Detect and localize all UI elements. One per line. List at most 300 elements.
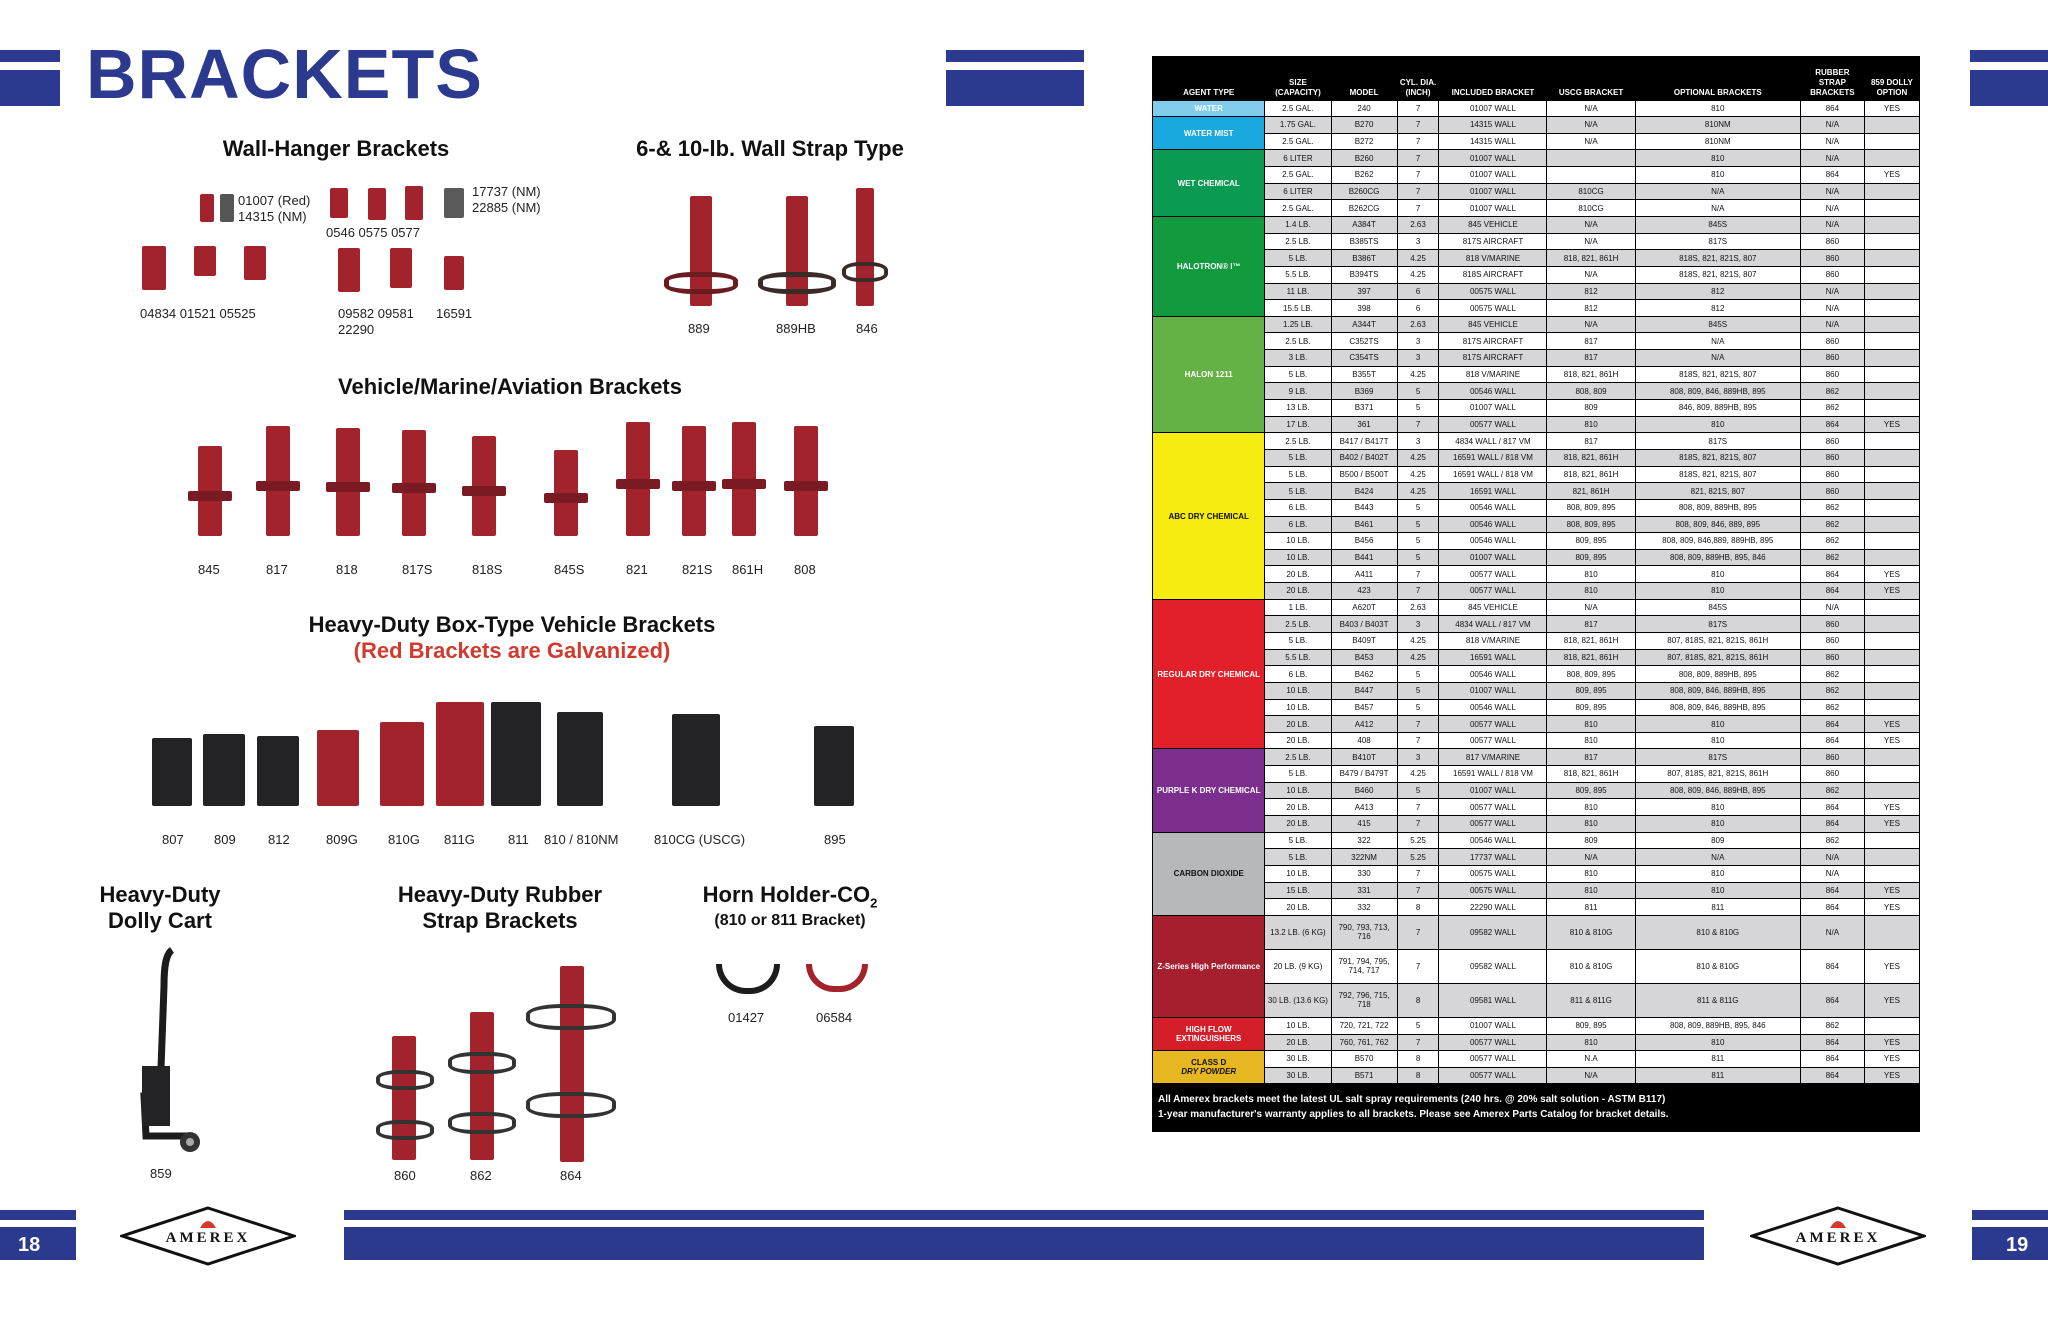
- table-cell: A412: [1331, 716, 1397, 733]
- amerex-logo: [1750, 1206, 1926, 1266]
- label: 810G: [388, 832, 420, 847]
- table-cell: 790, 793, 713, 716: [1331, 915, 1397, 949]
- table-cell: A344T: [1331, 316, 1397, 333]
- table-cell: 809, 895: [1547, 682, 1635, 699]
- table-cell: YES: [1864, 1067, 1919, 1084]
- table-header-row: [1153, 56, 1920, 100]
- table-cell: YES: [1864, 899, 1919, 916]
- table-cell: 817S AIRCRAFT: [1439, 233, 1547, 250]
- table-cell: N/A: [1547, 316, 1635, 333]
- table-cell: 864: [1800, 949, 1864, 983]
- table-cell: 01007 WALL: [1439, 782, 1547, 799]
- table-cell: B410T: [1331, 749, 1397, 766]
- table-row: [1153, 616, 1920, 633]
- table-cell: 5 LB.: [1265, 849, 1331, 866]
- table-cell: YES: [1864, 949, 1919, 983]
- table-cell: B456: [1331, 533, 1397, 550]
- table-cell: 240: [1331, 100, 1397, 117]
- table-cell: N/A: [1800, 117, 1864, 134]
- table-cell: N.A: [1547, 1051, 1635, 1068]
- agent-type-cell: [1153, 216, 1265, 316]
- table-cell: B500 / B500T: [1331, 466, 1397, 483]
- table-cell: 5 LB.: [1265, 250, 1331, 267]
- table-cell: N/A: [1547, 599, 1635, 616]
- table-cell: 2.63: [1397, 316, 1439, 333]
- table-cell: 7: [1397, 117, 1439, 134]
- table-cell: 810: [1635, 732, 1800, 749]
- table-cell: 811 & 811G: [1635, 983, 1800, 1017]
- table-cell: 818 V/MARINE: [1439, 633, 1547, 650]
- horn-title: Horn Holder-CO: [702, 882, 871, 907]
- agent-type-cell: [1153, 599, 1265, 749]
- label: 821: [626, 562, 648, 577]
- bracket-image: [392, 1036, 416, 1160]
- table-cell: 10 LB.: [1265, 682, 1331, 699]
- table-cell: 864: [1800, 816, 1864, 833]
- bracket-image: [200, 194, 214, 222]
- label: 846: [856, 321, 878, 336]
- table-cell: N/A: [1547, 100, 1635, 117]
- label: 22290: [338, 322, 375, 337]
- header-stripe: [946, 62, 1084, 70]
- header-stripe: [1970, 62, 2048, 70]
- table-cell: 809: [1547, 832, 1635, 849]
- table-cell: 11 LB.: [1265, 283, 1331, 300]
- table-cell: 3 LB.: [1265, 350, 1331, 367]
- table-cell: B403 / B403T: [1331, 616, 1397, 633]
- table-cell: 811: [1635, 1067, 1800, 1084]
- table-cell: 20 LB.: [1265, 816, 1331, 833]
- table-cell: 818, 821, 861H: [1547, 449, 1635, 466]
- bracket-selection-table: [1152, 56, 1920, 1132]
- table-cell: N/A: [1547, 266, 1635, 283]
- table-cell: 5: [1397, 549, 1439, 566]
- table-cell: [1864, 250, 1919, 267]
- table-row: [1153, 466, 1920, 483]
- table-row: [1153, 533, 1920, 550]
- table-cell: 10 LB.: [1265, 1017, 1331, 1034]
- table-cell: 845S: [1635, 216, 1800, 233]
- table-cell: 810: [1547, 416, 1635, 433]
- table-cell: 16591 WALL / 818 VM: [1439, 766, 1547, 783]
- table-cell: 00546 WALL: [1439, 699, 1547, 716]
- table-cell: 808, 809, 846, 889, 895: [1635, 516, 1800, 533]
- table-cell: 5: [1397, 516, 1439, 533]
- table-row: [1153, 516, 1920, 533]
- table-cell: 818, 821, 861H: [1547, 466, 1635, 483]
- table-row: [1153, 499, 1920, 516]
- table-cell: 4.25: [1397, 466, 1439, 483]
- table-cell: 01007 WALL: [1439, 200, 1547, 217]
- table-cell: 809, 895: [1547, 549, 1635, 566]
- bracket-strap: [326, 482, 370, 492]
- table-row: [1153, 749, 1920, 766]
- strap-ring: [526, 1004, 616, 1030]
- table-cell: 7: [1397, 865, 1439, 882]
- label: 04834 01521 05525: [140, 306, 256, 321]
- table-cell: YES: [1864, 983, 1919, 1017]
- table-cell: 00575 WALL: [1439, 882, 1547, 899]
- table-cell: 00546 WALL: [1439, 832, 1547, 849]
- dolly-cart-image: [120, 946, 210, 1166]
- table-cell: B272: [1331, 133, 1397, 150]
- table-cell: N/A: [1547, 216, 1635, 233]
- table-cell: [1864, 616, 1919, 633]
- table-cell: 1.25 LB.: [1265, 316, 1331, 333]
- table-row: [1153, 1051, 1920, 1068]
- section-title-wall-strap: 6-& 10-lb. Wall Strap Type: [636, 136, 904, 161]
- table-cell: N/A: [1800, 200, 1864, 217]
- table-cell: 7: [1397, 183, 1439, 200]
- table-cell: 862: [1800, 499, 1864, 516]
- table-cell: [1864, 699, 1919, 716]
- table-cell: 5.5 LB.: [1265, 649, 1331, 666]
- table-cell: [1864, 849, 1919, 866]
- table-cell: [1864, 266, 1919, 283]
- table-cell: C352TS: [1331, 333, 1397, 350]
- table-row: [1153, 766, 1920, 783]
- label: 09582 09581: [338, 306, 414, 321]
- table-cell: 810: [1547, 566, 1635, 583]
- table-cell: 5 LB.: [1265, 449, 1331, 466]
- table-cell: N/A: [1800, 316, 1864, 333]
- table-cell: [1864, 150, 1919, 167]
- table-cell: 862: [1800, 832, 1864, 849]
- table-cell: 14315 WALL: [1439, 117, 1547, 134]
- bracket-image: [444, 256, 464, 290]
- column-header: 859 DOLLY OPTION: [1870, 77, 1913, 97]
- table-cell: [1864, 316, 1919, 333]
- agent-type-label: REGULAR DRY CHEMICAL: [1157, 669, 1261, 679]
- table-row: [1153, 433, 1920, 450]
- table-cell: 860: [1800, 766, 1864, 783]
- table-cell: 810: [1635, 566, 1800, 583]
- table-cell: [1864, 649, 1919, 666]
- agent-type-cell: [1153, 915, 1265, 1017]
- label: 845S: [554, 562, 585, 577]
- table-cell: 01007 WALL: [1439, 183, 1547, 200]
- table-cell: N/A: [1635, 350, 1800, 367]
- agent-type-cell: [1153, 749, 1265, 832]
- table-cell: [1864, 1017, 1919, 1034]
- footnote-line: 1-year manufacturer's warranty applies to all brackets. Please see Amerex Parts Catalog for bracket details.: [1158, 1109, 1669, 1120]
- table-row: [1153, 816, 1920, 833]
- table-cell: 6: [1397, 300, 1439, 317]
- table-cell: 10 LB.: [1265, 782, 1331, 799]
- table-cell: 860: [1800, 433, 1864, 450]
- table-cell: 3: [1397, 333, 1439, 350]
- table-row: [1153, 483, 1920, 500]
- table-cell: 01007 WALL: [1439, 400, 1547, 417]
- table-cell: B424: [1331, 483, 1397, 500]
- table-cell: [1864, 865, 1919, 882]
- strap-ring: [376, 1120, 434, 1140]
- table-cell: 6 LITER: [1265, 150, 1331, 167]
- bracket-image: [390, 248, 412, 288]
- table-cell: 810CG: [1547, 200, 1635, 217]
- table-cell: 5: [1397, 682, 1439, 699]
- table-cell: 2.5 LB.: [1265, 616, 1331, 633]
- table-row: [1153, 1034, 1920, 1051]
- table-cell: 808, 809, 846, 889HB, 895: [1635, 383, 1800, 400]
- table-cell: B453: [1331, 649, 1397, 666]
- table-cell: YES: [1864, 100, 1919, 117]
- table-cell: [1864, 915, 1919, 949]
- table-cell: B270: [1331, 117, 1397, 134]
- table-cell: 860: [1800, 366, 1864, 383]
- section-title-vehicle: Vehicle/Marine/Aviation Brackets: [338, 374, 682, 399]
- label: 864: [560, 1168, 582, 1183]
- table-cell: 860: [1800, 466, 1864, 483]
- table-cell: [1864, 283, 1919, 300]
- strap-ring: [448, 1052, 516, 1074]
- table-cell: 2.63: [1397, 216, 1439, 233]
- table-cell: 846, 809, 889HB, 895: [1635, 400, 1800, 417]
- table-cell: 811: [1547, 899, 1635, 916]
- table-cell: 8: [1397, 899, 1439, 916]
- table-cell: 3: [1397, 350, 1439, 367]
- table-cell: 845 VEHICLE: [1439, 316, 1547, 333]
- header-bar-right: [1970, 50, 2048, 106]
- table-cell: B457: [1331, 699, 1397, 716]
- table-cell: 860: [1800, 749, 1864, 766]
- table-cell: 330: [1331, 865, 1397, 882]
- table-cell: 6 LB.: [1265, 666, 1331, 683]
- agent-type-cell: [1153, 1051, 1265, 1084]
- table-row: [1153, 583, 1920, 600]
- strap-ring: [664, 272, 738, 294]
- table-row: [1153, 233, 1920, 250]
- table-cell: 5: [1397, 499, 1439, 516]
- label: 818: [336, 562, 358, 577]
- table-cell: [1864, 749, 1919, 766]
- table-cell: B570: [1331, 1051, 1397, 1068]
- table-cell: 16591 WALL / 818 VM: [1439, 466, 1547, 483]
- section-title-dolly-1: Heavy-Duty: [99, 882, 221, 907]
- bracket-strap: [188, 491, 232, 501]
- table-cell: A620T: [1331, 599, 1397, 616]
- label: 17737 (NM): [472, 184, 541, 199]
- table-cell: YES: [1864, 566, 1919, 583]
- table-cell: 8: [1397, 1051, 1439, 1068]
- table-cell: 812: [1547, 283, 1635, 300]
- table-cell: 2.63: [1397, 599, 1439, 616]
- table-cell: 322NM: [1331, 849, 1397, 866]
- table-cell: 810: [1635, 716, 1800, 733]
- label: 889: [688, 321, 710, 336]
- table-cell: 810: [1635, 150, 1800, 167]
- label: 808: [794, 562, 816, 577]
- table-cell: N/A: [1547, 233, 1635, 250]
- table-cell: [1864, 433, 1919, 450]
- table-row: [1153, 566, 1920, 583]
- agent-type-label: HALON 1211: [1184, 370, 1233, 380]
- table-row: [1153, 983, 1920, 1017]
- table-cell: 818S, 821, 821S, 807: [1635, 266, 1800, 283]
- table-cell: 860: [1800, 266, 1864, 283]
- table-cell: 810: [1547, 732, 1635, 749]
- column-header: AGENT TYPE: [1183, 87, 1235, 97]
- table-cell: B460: [1331, 782, 1397, 799]
- table-row: [1153, 699, 1920, 716]
- table-cell: 811: [1635, 1051, 1800, 1068]
- table-cell: B447: [1331, 682, 1397, 699]
- table-cell: 808, 809: [1547, 383, 1635, 400]
- amerex-logo-text: AMEREX: [1795, 1230, 1881, 1246]
- table-cell: 860: [1800, 633, 1864, 650]
- strap-ring: [526, 1092, 616, 1118]
- table-cell: 6 LB.: [1265, 499, 1331, 516]
- table-cell: YES: [1864, 882, 1919, 899]
- table-cell: 20 LB.: [1265, 899, 1331, 916]
- table-row: [1153, 216, 1920, 233]
- table-cell: 864: [1800, 716, 1864, 733]
- table-cell: B409T: [1331, 633, 1397, 650]
- table-row: [1153, 682, 1920, 699]
- table-cell: 10 LB.: [1265, 865, 1331, 882]
- table-row: [1153, 383, 1920, 400]
- table-cell: 810: [1547, 716, 1635, 733]
- footer-stripe: [344, 1220, 1704, 1227]
- table-cell: 00575 WALL: [1439, 865, 1547, 882]
- table-cell: 808, 809, 889HB, 895: [1635, 666, 1800, 683]
- table-cell: [1864, 133, 1919, 150]
- bracket-image: [203, 734, 245, 806]
- table-cell: 5 LB.: [1265, 366, 1331, 383]
- table-cell: 860: [1800, 616, 1864, 633]
- table-cell: 860: [1800, 449, 1864, 466]
- label: 22885 (NM): [472, 200, 541, 215]
- bracket-image: [317, 730, 359, 806]
- table-cell: 862: [1800, 682, 1864, 699]
- table-cell: 810: [1635, 882, 1800, 899]
- label: 817: [266, 562, 288, 577]
- table-cell: 818, 821, 861H: [1547, 366, 1635, 383]
- table-cell: 3: [1397, 233, 1439, 250]
- bracket-image: [557, 712, 603, 806]
- label: 807: [162, 832, 184, 847]
- table-row: [1153, 599, 1920, 616]
- table-cell: 810CG: [1547, 183, 1635, 200]
- table-cell: 408: [1331, 732, 1397, 749]
- table-cell: 810: [1635, 1034, 1800, 1051]
- table-cell: [1864, 483, 1919, 500]
- table-cell: YES: [1864, 416, 1919, 433]
- agent-type-cell: [1153, 433, 1265, 599]
- column-header: MODEL: [1349, 87, 1379, 97]
- table-cell: 14315 WALL: [1439, 133, 1547, 150]
- table-cell: 864: [1800, 899, 1864, 916]
- table-cell: 810: [1547, 1034, 1635, 1051]
- label: 821S: [682, 562, 713, 577]
- table-cell: 15 LB.: [1265, 882, 1331, 899]
- bracket-image: [405, 186, 423, 220]
- table-row: [1153, 549, 1920, 566]
- table-cell: 2.5 LB.: [1265, 749, 1331, 766]
- table-row: [1153, 366, 1920, 383]
- table-cell: B262: [1331, 167, 1397, 184]
- table-cell: 817: [1547, 333, 1635, 350]
- table-cell: 809, 895: [1547, 699, 1635, 716]
- table-cell: B462: [1331, 666, 1397, 683]
- agent-type-label: Z-Series High Performance: [1157, 961, 1261, 971]
- table-cell: 7: [1397, 949, 1439, 983]
- table-cell: 862: [1800, 549, 1864, 566]
- label: 06584: [816, 1010, 853, 1025]
- table-cell: [1547, 167, 1635, 184]
- table-cell: 6 LB.: [1265, 516, 1331, 533]
- table-cell: 1.75 GAL.: [1265, 117, 1331, 134]
- agent-type-cell: [1153, 1017, 1265, 1050]
- table-cell: 332: [1331, 899, 1397, 916]
- table-cell: 4834 WALL / 817 VM: [1439, 616, 1547, 633]
- table-cell: 00577 WALL: [1439, 1051, 1547, 1068]
- table-cell: 13.2 LB. (6 KG): [1265, 915, 1331, 949]
- table-cell: 2.5 LB.: [1265, 333, 1331, 350]
- table-cell: 30 LB.: [1265, 1051, 1331, 1068]
- table-cell: B479 / B479T: [1331, 766, 1397, 783]
- table-cell: [1864, 499, 1919, 516]
- bracket-table: [1152, 56, 1920, 1084]
- table-cell: 6 LITER: [1265, 183, 1331, 200]
- table-cell: 817S: [1635, 749, 1800, 766]
- table-cell: 10 LB.: [1265, 699, 1331, 716]
- agent-type-label: CARBON DIOXIDE: [1173, 869, 1244, 879]
- table-cell: B260CG: [1331, 183, 1397, 200]
- label: 809: [214, 832, 236, 847]
- table-cell: 01007 WALL: [1439, 1017, 1547, 1034]
- table-cell: 808, 809, 895: [1547, 666, 1635, 683]
- table-cell: 810: [1635, 583, 1800, 600]
- section-title-rubber-2: Strap Brackets: [422, 908, 578, 933]
- table-cell: 5: [1397, 400, 1439, 417]
- table-cell: 00546 WALL: [1439, 516, 1547, 533]
- table-cell: N/A: [1800, 283, 1864, 300]
- table-cell: 809: [1547, 400, 1635, 417]
- table-cell: 860: [1800, 649, 1864, 666]
- table-cell: 810 & 810G: [1547, 949, 1635, 983]
- table-cell: 20 LB.: [1265, 583, 1331, 600]
- table-cell: 810NM: [1635, 117, 1800, 134]
- table-row: [1153, 899, 1920, 916]
- table-cell: 817S: [1635, 233, 1800, 250]
- bracket-image: [244, 246, 266, 280]
- table-cell: 809, 895: [1547, 1017, 1635, 1034]
- table-cell: 7: [1397, 732, 1439, 749]
- table-cell: 808, 809, 846, 889HB, 895: [1635, 699, 1800, 716]
- table-cell: N/A: [1800, 915, 1864, 949]
- bracket-image: [257, 736, 299, 806]
- table-cell: 818, 821, 861H: [1547, 649, 1635, 666]
- table-cell: 810: [1547, 865, 1635, 882]
- table-cell: 810: [1635, 799, 1800, 816]
- table-cell: N/A: [1635, 849, 1800, 866]
- table-cell: 817: [1547, 433, 1635, 450]
- table-cell: 818 V/MARINE: [1439, 366, 1547, 383]
- table-cell: 808, 809, 846, 889HB, 895: [1635, 782, 1800, 799]
- table-row: [1153, 266, 1920, 283]
- table-cell: B417 / B417T: [1331, 433, 1397, 450]
- page-number-right: 19: [2006, 1234, 2029, 1256]
- table-cell: 5.25: [1397, 849, 1439, 866]
- table-cell: 00577 WALL: [1439, 799, 1547, 816]
- table-cell: 00546 WALL: [1439, 383, 1547, 400]
- table-row: [1153, 400, 1920, 417]
- table-cell: 3: [1397, 749, 1439, 766]
- table-cell: 808, 809, 889HB, 895: [1635, 499, 1800, 516]
- table-cell: 5 LB.: [1265, 483, 1331, 500]
- table-cell: 810: [1635, 167, 1800, 184]
